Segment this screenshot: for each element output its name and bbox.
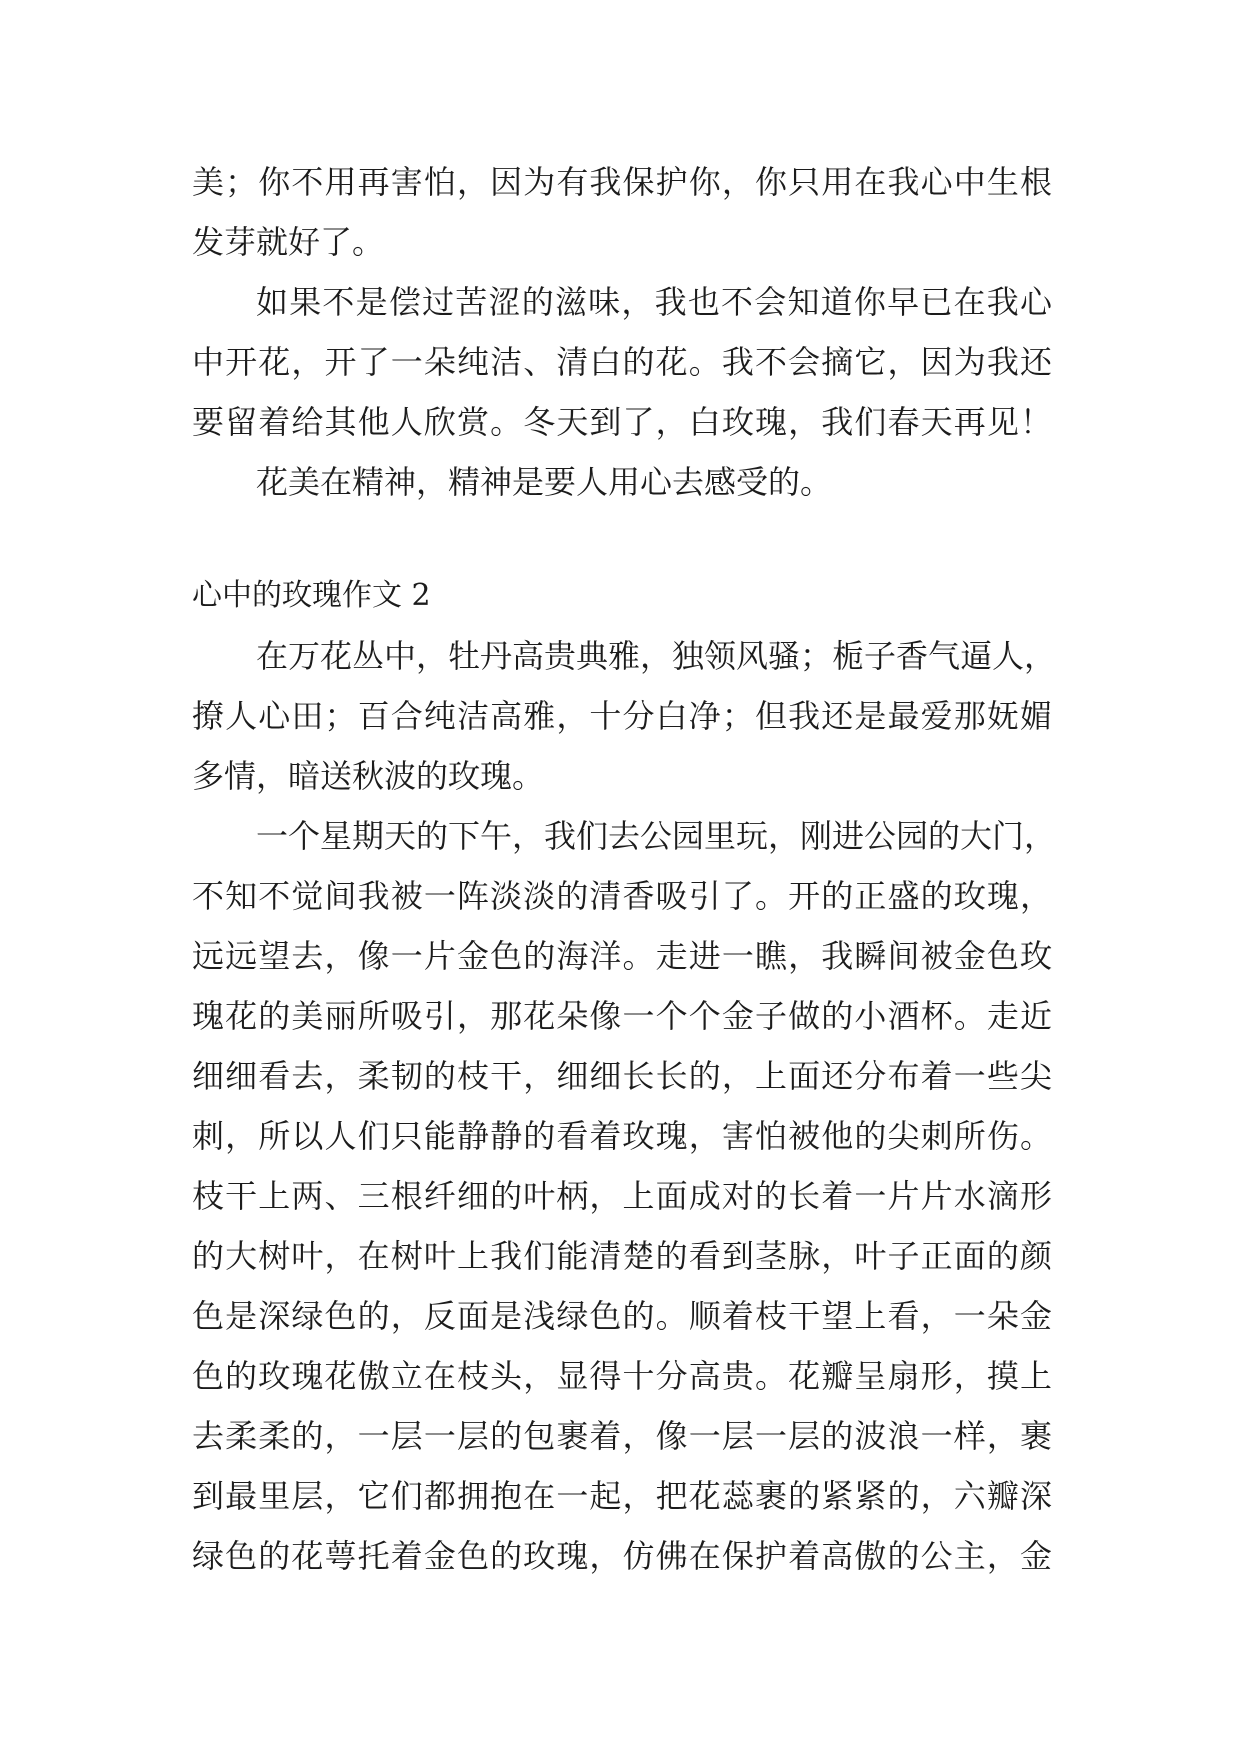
- paragraph-bitter-line-2: 中开花，开了一朵纯洁、清白的花。我不会摘它，因为我还: [192, 343, 1052, 381]
- paragraph-park-line-6: 刺，所以人们只能静静的看着玫瑰，害怕被他的尖刺所伤。: [192, 1117, 1052, 1155]
- paragraph-park-line-8: 的大树叶，在树叶上我们能清楚的看到茎脉，叶子正面的颜: [192, 1237, 1052, 1275]
- paragraph-park-line-13: 绿色的花萼托着金色的玫瑰，仿佛在保护着高傲的公主，金: [192, 1537, 1052, 1575]
- paragraph-park-line-5: 细细看去，柔韧的枝干，细细长长的，上面还分布着一些尖: [192, 1057, 1052, 1095]
- paragraph-intro-line-2: 发芽就好了。: [192, 223, 385, 261]
- paragraph-park-line-9: 色是深绿色的，反面是浅绿色的。顺着枝干望上看，一朵金: [192, 1297, 1052, 1335]
- paragraph-park-line-1: 一个星期天的下午，我们去公园里玩，刚进公园的大门，: [256, 817, 1057, 855]
- paragraph-park-line-12: 到最里层，它们都拥抱在一起，把花蕊裹的紧紧的，六瓣深: [192, 1477, 1052, 1515]
- paragraph-park-line-3: 远远望去，像一片金色的海洋。走进一瞧，我瞬间被金色玫: [192, 937, 1052, 975]
- paragraph-park-line-2: 不知不觉间我被一阵淡淡的清香吸引了。开的正盛的玫瑰，: [192, 877, 1052, 915]
- essay-title: 心中的玫瑰作文 2: [192, 578, 431, 613]
- paragraph-spirit-line-1: 花美在精神，精神是要人用心去感受的。: [256, 463, 833, 501]
- paragraph-park-line-7: 枝干上两、三根纤细的叶柄，上面成对的长着一片片水滴形: [192, 1177, 1052, 1215]
- paragraph-flowers-line-2: 撩人心田；百合纯洁高雅，十分白净；但我还是最爱那妩媚: [192, 697, 1052, 735]
- paragraph-flowers-line-3: 多情，暗送秋波的玫瑰。: [192, 757, 545, 795]
- paragraph-bitter-line-1: 如果不是偿过苦涩的滋味，我也不会知道你早已在我心: [256, 283, 1052, 321]
- paragraph-park-line-4: 瑰花的美丽所吸引，那花朵像一个个金子做的小酒杯。走近: [192, 997, 1052, 1035]
- paragraph-park-line-10: 色的玫瑰花傲立在枝头，显得十分高贵。花瓣呈扇形，摸上: [192, 1357, 1052, 1395]
- paragraph-intro-line-1: 美；你不用再害怕，因为有我保护你，你只用在我心中生根: [192, 163, 1052, 201]
- paragraph-park-line-11: 去柔柔的，一层一层的包裹着，像一层一层的波浪一样，裹: [192, 1417, 1052, 1455]
- paragraph-bitter-line-3: 要留着给其他人欣赏。冬天到了，白玫瑰，我们春天再见！: [192, 403, 1052, 441]
- paragraph-flowers-line-1: 在万花丛中，牡丹高贵典雅，独领风骚；栀子香气逼人，: [256, 637, 1057, 675]
